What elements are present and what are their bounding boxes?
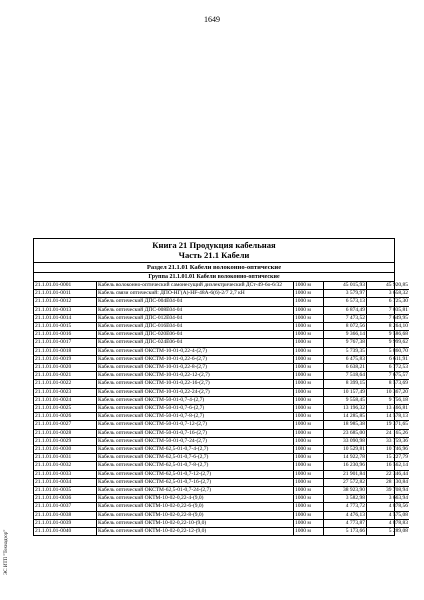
- item-price-2: 24 165,26: [367, 429, 410, 437]
- item-name: Кабель оптический ДПС-016Е04-04: [97, 323, 294, 331]
- item-code: 21.1.01.01-0023: [34, 388, 97, 396]
- item-code: 21.1.01.01-0039: [34, 519, 97, 527]
- item-name: Кабель оптический ОКТМ-10-02-0,22-8-(9,0): [97, 511, 294, 519]
- table-row: [34, 503, 409, 511]
- item-name: Кабель оптический ОКТМ-10-02-0,22-6-(9,0): [97, 503, 294, 511]
- table-row: [34, 495, 409, 503]
- item-name: Кабель оптический ОКСТМ-50-01-0,7-24-(2,7): [97, 437, 294, 445]
- item-price-1: 8 399,15: [324, 380, 367, 388]
- item-price-2: 14 578,13: [367, 413, 410, 421]
- table-row: [34, 462, 409, 470]
- item-price-1: 6 874,49: [324, 306, 367, 314]
- item-unit: 1000 м: [294, 282, 324, 290]
- item-name: Кабель оптический ОКСТМ-62,5-01-0,7-12-(2,7): [97, 470, 294, 478]
- item-price-1: 14 922,78: [324, 454, 367, 462]
- book-title: Книга 21 Продукция кабельная: [152, 240, 276, 250]
- table-row: [34, 396, 409, 404]
- item-code: 21.1.01.01-0028: [34, 429, 97, 437]
- item-name: Кабель оптический ОКСТМ-10-01-0,22-4-(2,7): [97, 347, 294, 355]
- item-price-1: 7 473,52: [324, 314, 367, 322]
- item-unit: 1000 м: [294, 331, 324, 339]
- item-code: 21.1.01.01-0019: [34, 355, 97, 363]
- item-price-1: 38 923,90: [324, 487, 367, 495]
- item-unit: 1000 м: [294, 290, 324, 298]
- item-name: Кабель оптический ОКСТМ-10-01-0,22-24-(2,7): [97, 388, 294, 396]
- item-price-2: 13 466,81: [367, 405, 410, 413]
- item-price-1: 6 638,21: [324, 364, 367, 372]
- table-row: [34, 290, 409, 298]
- item-name: Кабель оптический ДПС-012Е04-04: [97, 314, 294, 322]
- item-code: 21.1.01.01-0021: [34, 372, 97, 380]
- item-price-1: 6 475,83: [324, 355, 367, 363]
- item-price-1: 3 582,98: [324, 495, 367, 503]
- item-price-2: 4 878,56: [367, 503, 410, 511]
- item-unit: 1000 м: [294, 355, 324, 363]
- item-name: Кабель оптический ОКТМ-10-02-0,22-12-(9,0): [97, 528, 294, 536]
- item-code: 21.1.01.01-0027: [34, 421, 97, 429]
- item-price-1: 21 901,84: [324, 470, 367, 478]
- item-price-2: 5 860,70: [367, 347, 410, 355]
- item-price-2: 16 562,14: [367, 462, 410, 470]
- price-table: [33, 238, 408, 536]
- item-price-1: 14 285,85: [324, 413, 367, 421]
- item-price-2: 33 759,36: [367, 437, 410, 445]
- item-price-1: 10 529,81: [324, 446, 367, 454]
- item-name: Кабель оптический ОКСТМ-10-01-0,22-12-(2,7): [97, 372, 294, 380]
- table-row: [34, 446, 409, 454]
- item-code: 21.1.01.01-0012: [34, 298, 97, 306]
- item-price-2: 6 725,30: [367, 298, 410, 306]
- item-unit: 1000 м: [294, 519, 324, 527]
- item-code: 21.1.01.01-0036: [34, 495, 97, 503]
- table-row: [34, 519, 409, 527]
- table-row: [34, 339, 409, 347]
- item-price-1: 45 015,93: [324, 282, 367, 290]
- item-name: Кабель оптический ОКСТМ-50-01-0,7-6-(2,7): [97, 405, 294, 413]
- item-price-2: 7 649,95: [367, 314, 410, 322]
- item-code: 21.1.01.01-0035: [34, 487, 97, 495]
- item-price-2: 9 999,62: [367, 339, 410, 347]
- group-title: Группа 21.1.01.01 Кабели волоконно-оптические: [34, 273, 394, 282]
- item-code: 21.1.01.01-0026: [34, 413, 97, 421]
- item-unit: 1000 м: [294, 446, 324, 454]
- item-unit: 1000 м: [294, 429, 324, 437]
- item-price-2: 6 611,91: [367, 355, 410, 363]
- item-unit: 1000 м: [294, 380, 324, 388]
- item-unit: 1000 м: [294, 314, 324, 322]
- item-code: 21.1.01.01-0033: [34, 470, 97, 478]
- item-price-1: 33 090,98: [324, 437, 367, 445]
- item-name: Кабель оптический ОКСТМ-50-01-0,7-4-(2,7): [97, 396, 294, 404]
- item-name: Кабель оптический ОКСТМ-50-01-0,7-16-(2,7): [97, 429, 294, 437]
- item-price-2: 19 371,65: [367, 421, 410, 429]
- item-code: 21.1.01.01-0038: [34, 511, 97, 519]
- item-unit: 1000 м: [294, 511, 324, 519]
- item-price-1: 5 173,66: [324, 528, 367, 536]
- table-row: [34, 314, 409, 322]
- table-row: [34, 298, 409, 306]
- table-row: [34, 331, 409, 339]
- item-price-1: 9 366,14: [324, 331, 367, 339]
- item-unit: 1000 м: [294, 478, 324, 486]
- table-row: [34, 528, 409, 536]
- item-price-2: 22 346,44: [367, 470, 410, 478]
- item-code: 21.1.01.01-0011: [34, 290, 97, 298]
- item-price-1: 13 196,32: [324, 405, 367, 413]
- item-price-2: 7 675,57: [367, 372, 410, 380]
- table-row: [34, 282, 409, 290]
- item-unit: 1000 м: [294, 396, 324, 404]
- item-price-2: 4 575,08: [367, 511, 410, 519]
- item-price-2: 45 920,85: [367, 282, 410, 290]
- item-price-1: 16 230,96: [324, 462, 367, 470]
- item-name: Кабель оптический ОКСТМ-50-01-0,7-8-(2,7): [97, 413, 294, 421]
- table-row: [34, 306, 409, 314]
- items-table-body: [34, 282, 409, 535]
- item-unit: 1000 м: [294, 487, 324, 495]
- item-price-1: 8 072,56: [324, 323, 367, 331]
- item-unit: 1000 м: [294, 462, 324, 470]
- table-row: [34, 372, 409, 380]
- item-name: Кабель оптический ДПС-020Е06-04: [97, 331, 294, 339]
- item-code: 21.1.01.01-0025: [34, 405, 97, 413]
- item-price-1: 9 767,38: [324, 339, 367, 347]
- item-code: 21.1.01.01-0031: [34, 454, 97, 462]
- item-code: 21.1.01.01-0022: [34, 380, 97, 388]
- item-price-1: 18 985,38: [324, 421, 367, 429]
- item-name: Кабель оптический ОКСТМ-62,5-01-0,7-24-(2,7): [97, 487, 294, 495]
- item-code: 21.1.01.01-0017: [34, 339, 97, 347]
- item-unit: 1000 м: [294, 454, 324, 462]
- item-price-1: 10 157,49: [324, 388, 367, 396]
- item-price-2: 3 658,32: [367, 290, 410, 298]
- item-code: 21.1.01.01-0040: [34, 528, 97, 536]
- table-row: [34, 347, 409, 355]
- table-row: [34, 454, 409, 462]
- section-title: Раздел 21.1.01 Кабели волоконно-оптические: [34, 263, 394, 273]
- table-row: [34, 470, 409, 478]
- item-price-2: 4 878,83: [367, 519, 410, 527]
- item-unit: 1000 м: [294, 495, 324, 503]
- item-name: Кабель оптический ОКСТМ-10-01-0,22-8-(2,7): [97, 364, 294, 372]
- item-price-2: 6 772,53: [367, 364, 410, 372]
- table-row: [34, 405, 409, 413]
- item-price-2: 8 264,10: [367, 323, 410, 331]
- item-code: 21.1.01.01-0034: [34, 478, 97, 486]
- item-code: 21.1.01.01-0037: [34, 503, 97, 511]
- part-title: Часть 21.1 Кабели: [34, 250, 394, 263]
- table-row: [34, 388, 409, 396]
- item-price-2: 8 573,69: [367, 380, 410, 388]
- item-code: 21.1.01.01-0024: [34, 396, 97, 404]
- item-unit: 1000 м: [294, 528, 324, 536]
- item-price-1: 7 518,64: [324, 372, 367, 380]
- item-unit: 1000 м: [294, 388, 324, 396]
- items-table: [34, 282, 409, 535]
- item-name: Кабель оптический ОКСТМ-50-01-0,7-12-(2,7): [97, 421, 294, 429]
- item-unit: 1000 м: [294, 298, 324, 306]
- item-unit: 1000 м: [294, 405, 324, 413]
- item-name: Кабель оптический ОКТМ-10-02-0,22-4-(9,0): [97, 495, 294, 503]
- item-price-2: 7 035,81: [367, 306, 410, 314]
- item-code: 21.1.01.01-0013: [34, 306, 97, 314]
- item-code: 21.1.01.01-0015: [34, 323, 97, 331]
- item-price-2: 3 663,94: [367, 495, 410, 503]
- item-unit: 1000 м: [294, 437, 324, 445]
- item-name: Кабель оптический ОКСТМ-62,5-01-0,7-6-(2,7): [97, 454, 294, 462]
- table-row: [34, 364, 409, 372]
- table-row: [34, 511, 409, 519]
- item-name: Кабель оптический ОКСТМ-62,5-01-0,7-4-(2,7): [97, 446, 294, 454]
- item-name: Кабель оптический ОКТМ-10-02-0,22-10-(9,0): [97, 519, 294, 527]
- item-price-2: 10 746,96: [367, 446, 410, 454]
- item-price-1: 27 572,82: [324, 478, 367, 486]
- item-code: 21.1.01.01-0014: [34, 314, 97, 322]
- item-unit: 1000 м: [294, 372, 324, 380]
- item-unit: 1000 м: [294, 306, 324, 314]
- item-price-2: 10 367,20: [367, 388, 410, 396]
- table-row: [34, 429, 409, 437]
- item-price-2: 9 586,68: [367, 331, 410, 339]
- item-unit: 1000 м: [294, 421, 324, 429]
- item-name: Кабель оптический ДПС-024Е06-04: [97, 339, 294, 347]
- item-price-2: 5 289,08: [367, 528, 410, 536]
- item-code: 21.1.01.01-0029: [34, 437, 97, 445]
- item-price-1: 9 558,45: [324, 396, 367, 404]
- item-code: 21.1.01.01-0018: [34, 347, 97, 355]
- item-unit: 1000 м: [294, 339, 324, 347]
- item-name: Кабель волоконно-оптический самонесущий диэлектрический ДСт-49-6о-6/32: [97, 282, 294, 290]
- table-row: [34, 380, 409, 388]
- item-price-2: 9 756,18: [367, 396, 410, 404]
- item-unit: 1000 м: [294, 364, 324, 372]
- item-name: Кабель оптический ОКСТМ-62,5-01-0,7-16-(2,7): [97, 478, 294, 486]
- item-price-1: 4 773,72: [324, 503, 367, 511]
- item-price-1: 5 739,35: [324, 347, 367, 355]
- item-name: Кабель оптический ОКСТМ-10-01-0,22-6-(2,7): [97, 355, 294, 363]
- item-unit: 1000 м: [294, 503, 324, 511]
- item-name: Кабель оптический ДПС-008Е04-04: [97, 306, 294, 314]
- item-code: 21.1.01.01-0030: [34, 446, 97, 454]
- item-code: 21.1.01.01-0020: [34, 364, 97, 372]
- item-code: 21.1.01.01-0032: [34, 462, 97, 470]
- item-price-2: 28 130,84: [367, 478, 410, 486]
- table-row: [34, 413, 409, 421]
- item-price-2: 39 708,94: [367, 487, 410, 495]
- item-price-1: 4 476,13: [324, 511, 367, 519]
- table-row: [34, 478, 409, 486]
- item-price-1: 23 685,00: [324, 429, 367, 437]
- item-unit: 1000 м: [294, 347, 324, 355]
- side-note: ЭС ИТП "Технадзор": [4, 529, 9, 575]
- item-name: Кабель оптический ОКСТМ-62,5-01-0,7-8-(2,7): [97, 462, 294, 470]
- item-price-1: 6 573,13: [324, 298, 367, 306]
- item-price-2: 15 227,79: [367, 454, 410, 462]
- table-row: [34, 355, 409, 363]
- item-price-1: 3 579,97: [324, 290, 367, 298]
- table-row: [34, 421, 409, 429]
- item-code: 21.1.01.01-0001: [34, 282, 97, 290]
- page-number: 1649: [204, 15, 220, 24]
- item-unit: 1000 м: [294, 470, 324, 478]
- table-row: [34, 487, 409, 495]
- table-row: [34, 437, 409, 445]
- item-name: Кабель связи оптический: ДПО-НГ(А)-HF-48А-6(6)-2/7 2,7 кН: [97, 290, 294, 298]
- item-unit: 1000 м: [294, 323, 324, 331]
- item-unit: 1000 м: [294, 413, 324, 421]
- table-row: [34, 323, 409, 331]
- item-name: Кабель оптический ОКСТМ-10-01-0,22-16-(2,7): [97, 380, 294, 388]
- item-code: 21.1.01.01-0016: [34, 331, 97, 339]
- item-price-1: 4 773,87: [324, 519, 367, 527]
- item-name: Кабель оптический ДПС-004Е04-04: [97, 298, 294, 306]
